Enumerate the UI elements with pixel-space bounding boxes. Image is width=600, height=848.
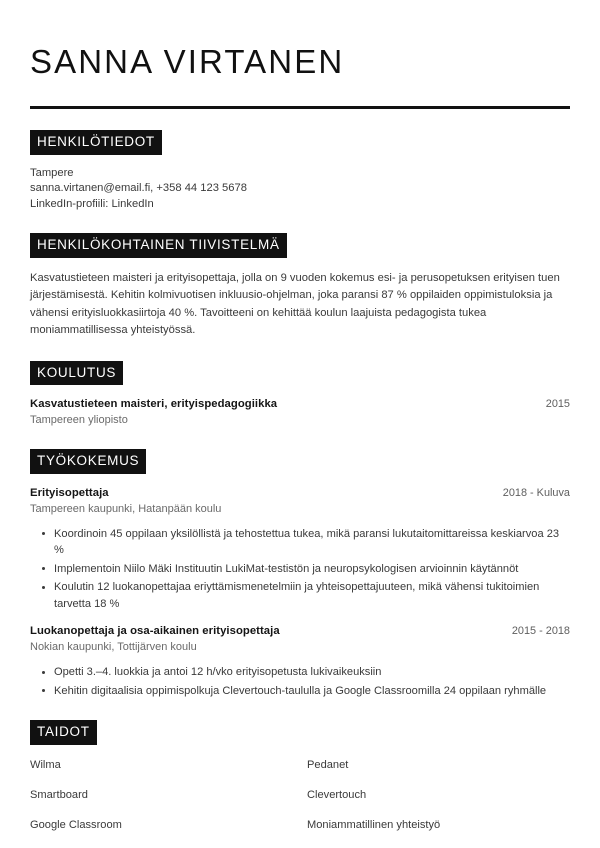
experience-job-title: Luokanopettaja ja osa-aikainen erityisopettaja (30, 625, 280, 637)
contact-list (30, 166, 570, 213)
header-divider (30, 106, 570, 109)
list-item: Koordinoin 45 oppilaan yksilöllistä ja tehostettua tukea, mikä paransi lukutaitomittareissa keskiarvoa 23 % (30, 526, 570, 559)
section-skills (30, 720, 570, 832)
page-title: SANNA VIRTANEN (30, 43, 345, 80)
experience-job-title: Erityisopettaja (30, 486, 109, 499)
experience-entry-head (30, 487, 570, 499)
section-contact (30, 130, 570, 212)
education-degree: Kasvatustieteen maisteri, erityispedagogiikka (30, 398, 278, 410)
section-heading-contact: HENKILÖTIEDOT (30, 130, 162, 155)
section-heading-summary: HENKILÖKOHTAINEN TIIVISTELMÄ (30, 233, 287, 258)
section-education (30, 361, 570, 429)
education-institution: Tampereen yliopisto (30, 414, 128, 426)
summary-text: Kasvatustieteen maisteri ja erityisopettaja, jolla on 9 vuoden kokemus esi- ja perusopetuksen erityisen tuen järjestämisestä. Kehitin kolmivuotisen inkluusio-ohjelman, joka paransi 87 % oppilaiden oppimistuloksia ja vähensi erityisluokkasiirtoja 40 %. Tavoitteeni on kehittää koulun laajuista pedagogista tukea moniammatillisessa yhteistyössä. (30, 271, 560, 336)
list-item: Kehitin digitaalisia oppimispolkuja Clevertouch-taululla ja Google Classroomilla 24 oppilaan ryhmälle (30, 683, 570, 700)
skill-item: Pedanet (307, 758, 349, 771)
education-entry (30, 398, 570, 428)
skill-item: Smartboard (30, 788, 88, 801)
experience-entry-head (30, 625, 570, 637)
experience-bullet-list (30, 526, 570, 613)
skill-item: Moniammatillinen yhteistyö (307, 818, 441, 831)
section-experience (30, 449, 570, 699)
skill-item: Wilma (30, 758, 61, 771)
experience-entry (30, 625, 570, 699)
section-heading-experience: TYÖKOKEMUS (30, 449, 146, 474)
list-item: Opetti 3.–4. luokkia ja antoi 12 h/vko erityisopetusta lukivaikeuksiin (30, 664, 570, 681)
experience-bullet-list (30, 664, 570, 699)
experience-date: 2015 - 2018 (511, 625, 570, 637)
contact-email-phone[interactable]: sanna.virtanen@email.fi, +358 44 123 5678 (30, 182, 247, 194)
experience-employer: Nokian kaupunki, Tottijärven koulu (30, 641, 197, 653)
experience-entry (30, 487, 570, 613)
skill-item: Google Classroom (30, 818, 122, 831)
experience-date: 2018 - Kuluva (502, 486, 570, 499)
list-item: Implementoin Niilo Mäki Instituutin LukiMat-testistön ja neuropsykologisen arvioinnin käytännöt (30, 561, 570, 578)
list-item: Koulutin 12 luokanopettajaa eriyttämismenetelmiin ja yhteisopettajuuteen, mikä vähensi tukitoimien tarvetta 18 % (30, 579, 570, 612)
contact-location: Tampere (30, 166, 74, 179)
section-heading-education: KOULUTUS (30, 361, 123, 386)
contact-linkedin[interactable]: LinkedIn-profiili: LinkedIn (30, 197, 154, 210)
section-heading-skills: TAIDOT (30, 720, 97, 745)
education-date: 2015 (545, 398, 570, 410)
experience-employer: Tampereen kaupunki, Hatanpään koulu (30, 502, 222, 515)
skill-item: Clevertouch (307, 788, 367, 801)
skills-grid (30, 758, 570, 832)
education-entry-head (30, 398, 570, 410)
section-summary (30, 233, 570, 340)
